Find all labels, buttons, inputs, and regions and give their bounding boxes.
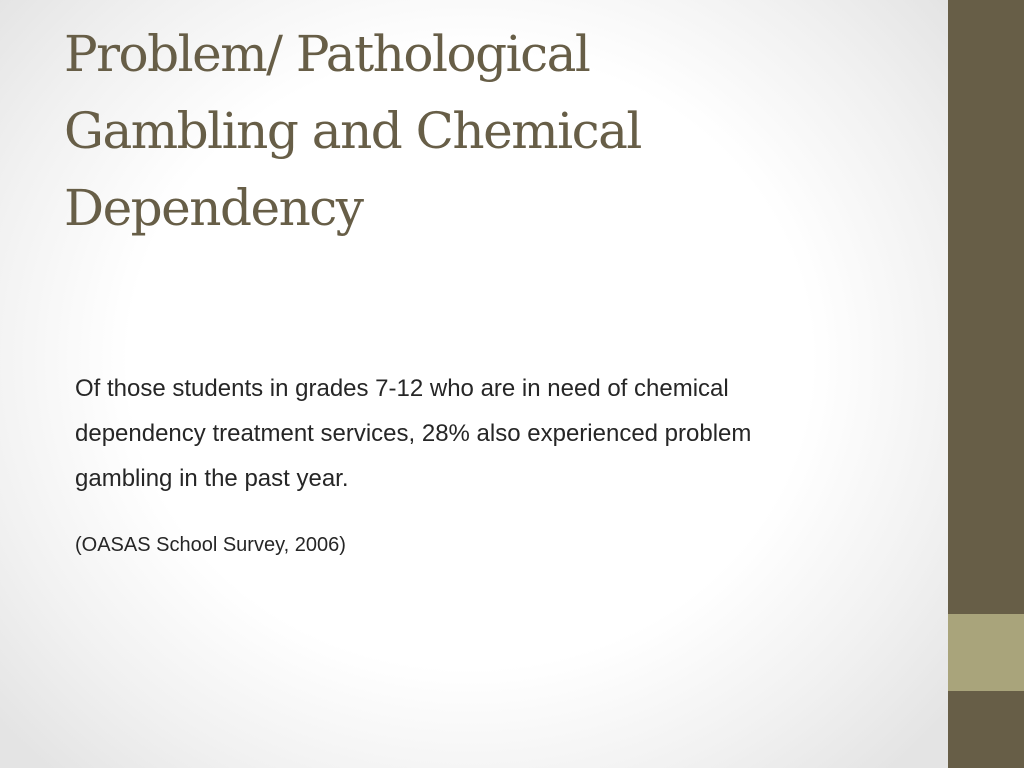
body-line: gambling in the past year. [75,465,349,492]
slide-body [75,366,935,563]
title-line: Gambling and Chemical [64,102,641,160]
slide-title [64,16,924,247]
decorative-side-accent [948,614,1024,691]
body-line: dependency treatment services, 28% also experienced problem [75,420,752,447]
body-line: Of those students in grades 7-12 who are in need of chemical [75,375,729,402]
title-line: Dependency [64,179,363,237]
body-paragraph [75,366,935,501]
citation: (OASAS School Survey, 2006) [75,534,346,556]
title-line: Problem/ Pathological [64,25,590,83]
